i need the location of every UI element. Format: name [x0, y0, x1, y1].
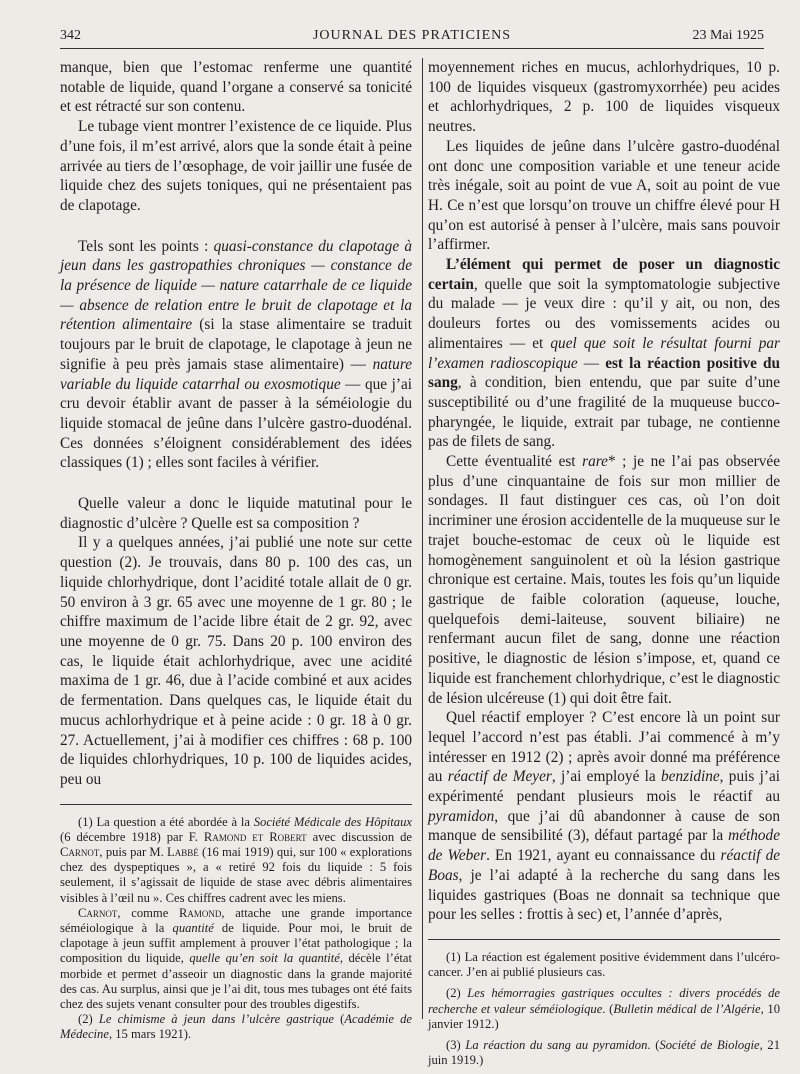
paragraph: Les liquides de jeûne dans l’ulcère gastro-duodénal ont donc une composition variable et une teneur acide très inégale, soit au point de vue A, soit au point de vue H. Ce n’est que lorsqu’on trouve un chiffre élevé pour H qu’on est autorisé à penser à l’ulcère, mais sans pouvoir l’affirmer. — [428, 137, 780, 254]
paragraph: Quel réactif employer ? C’est encore là un point sur lequel l’accord n’est pas établi. J’ai commencé à m’y intéresser en 1912 (2) ; après avoir donné ma préférence au réactif de Meyer, j’ai employé la benzidine, puis j’ai expérimenté pendant plusieurs mois le réactif au pyramidon, que j’ai dû abandonner à cause de son manque de sensibilité (3), défaut partagé par la méthode de Weber. En 1921, ayant eu connaissance du réactif de Boas, je l’ai adapté à la recherche du sang dans les liquides gastriques (Boas ne donnait sa technique que pour les selles : frottis à sec) et, l’année d’après, — [428, 709, 781, 924]
issue-date: 23 Mai 1925 — [692, 28, 764, 43]
paragraph: Le tubage vient montrer l’existence de ce liquide. Plus d’une fois, il m’est arrivé, alors que la sonde était à peine arrivée au tiers de l’œsophage, de voir jaillir une fusée de liquide chez des sujets toniques, qui ne présentaient pas de clapotage. — [60, 118, 412, 214]
footnote-3: (3) La réaction du sang au pyramidon. (Société de Biologie, 21 juin 1919.) — [428, 1037, 781, 1068]
left-column — [60, 58, 412, 1043]
paragraph: Tels sont les points : quasi-constance du clapotage à jeun dans les gastropathies chroniques — constance de la présence de liquide — nature catarrhale de ce liquide — absence de relation entre le bruit de clapotage et la rétention alimentaire (si la stase alimentaire se traduit toujours par le bruit de clapotage, le clapotage à jeun ne signifie à peu près jamais stase alimentaire) — nature variable du liquide catarrhal ou exosmotique — que j’ai cru devoir établir avant de passer à la séméiologie du liquide stomacal de jeûne dans l’ulcère gastro-duodénal. Ces données s’éloignent considérablement des idées classiques (1) ; elles sont faciles à vérifier. — [60, 237, 412, 472]
journal-title: JOURNAL DES PRATICIENS — [312, 28, 512, 43]
footnote-2: (2) Les hémorragies gastriques occultes : divers procédés de recherche et valeur séméiologique. (Bulletin médical de l’Algérie, 10 janvier 1912.) — [428, 986, 780, 1031]
footnote-2: (2) Le chimisme à jeun dans l’ulcère gastrique (Académie de Médecine, 15 mars 1921). — [60, 1012, 413, 1042]
paragraph: Il y a quelques années, j’ai publié une note sur cette question (2). Je trouvais, dans 80 p. 100 des cas, un liquide chlorhydrique, dont l’acidité totale allait de 0 gr. 50 environ à 3 gr. 65 avec une moyenne de 1 gr. 80 ; le chiffre maximum de l’acide libre était de 2 gr. 92, avec une moyenne de 0 gr. 75. Dans 20 p. 100 environ des cas, le liquide était achlorhydrique, avec une acidité maxima de 1 gr. 46, due à l’acide combiné et aux acides de fermentation. Dans quelques cas, le liquide était du mucus achlorhydrique et à peine acide : 0 gr. 18 à 0 gr. 27. Actuellement, j’ai à modifier ces chiffres : 68 p. 100 de liquides chlorhydriques, 10 p. 100 de liquides acides, peu ou — [60, 534, 412, 788]
right-column — [428, 58, 780, 1074]
footnotes — [60, 815, 412, 1043]
column-divider — [422, 58, 423, 1019]
paragraph: L’élément qui permet de poser un diagnostic certain, quelle que soit la symptomatologie subjective du malade — je veux dire : qu’il y ait, ou non, des douleurs fortes ou des vomissements acides ou alimentaires — et quel que soit le résultat fourni par l’examen radioscopique — est la réaction positive du sang, à condition, bien entendu, que par suite d’une susceptibilité ou d’une fragilité de la muqueuse bucco-pharyngée, le liquide, extrait par tubage, ne contienne pas de filets de sang. — [428, 256, 780, 451]
page-header — [60, 24, 764, 46]
header-rule — [60, 48, 764, 49]
paragraph: Quelle valeur a donc le liquide matutinal pour le diagnostic d’ulcère ? Quelle est sa composition ? — [60, 495, 412, 532]
paragraph: Cette éventualité est rare* ; je ne l’ai pas observée plus d’une cinquantaine de fois sur mon millier de sondages. Il faut distinguer ces cas, où l’on doit incriminer une érosion accidentelle de la muqueuse sur le trajet bouche-estomac de ceux où le liquide est homogènement sanguinolent et où la lésion gastrique chronique est certaine. Mais, toutes les fois qu’un liquide gastrique de faible coloration (aqueuse, louche, quelquefois demi-laiteuse, souvent biliaire) ne renfermant aucun filet de sang, donne une réaction positive, le diagnostic de lésion s’impose, et, quand ce liquide est franchement chlorhydrique, c’est le diagnostic de lésion ulcéreuse (1) qui doit être fait. — [428, 453, 780, 707]
footnotes — [428, 950, 780, 1068]
paragraph: moyennement riches en mucus, achlorhydriques, 10 p. 100 de liquides visqueux (gastromyxorrhée) peu acides et achlorhydriques, 2 p. 100 de liquides visqueux neutres. — [428, 59, 780, 136]
paragraph: manque, bien que l’estomac renferme une quantité notable de liquide, quand l’organe a conservé sa tonicité et est rétracté sur son contenu. — [60, 59, 412, 116]
footnote-rule — [428, 939, 780, 940]
footnote-1-continued: Carnot, comme Ramond, attache une grande importance séméiologique à la quantité de liquide. Pour moi, le bruit de clapotage à jeun suffit amplement à prouver l’état pathologique ; la composition du liquide, quelle qu’en soit la quantité, décèle l’état morbide et permet d’asseoir un diagnostic dans la grande majorité des cas. Au surplus, ainsi que je l’ai dit, tous mes tubages ont été faits chez des sujets venant consulter pour des troubles digestifs. — [60, 905, 412, 1012]
page-number: 342 — [60, 28, 81, 43]
footnote-1: (1) La question a été abordée à la Société Médicale des Hôpitaux (6 décembre 1918) par F. Ramond et Robert avec discussion de Carnot, puis par M. Labbé (16 mai 1919) qui, sur 100 « explorations chez des dyspeptiques », a « retiré 92 fois du liquide : 5 fois seulement, il s’agissait de liquide de stase avec débris alimentaires visibles à l’œil nu ». Ces chiffres cadrent avec les miens. — [60, 814, 412, 905]
footnote-1: (1) La réaction est également positive évidemment dans l’ulcéro-cancer. J’en ai publié plusieurs cas. — [428, 949, 780, 980]
footnote-rule — [60, 804, 412, 805]
